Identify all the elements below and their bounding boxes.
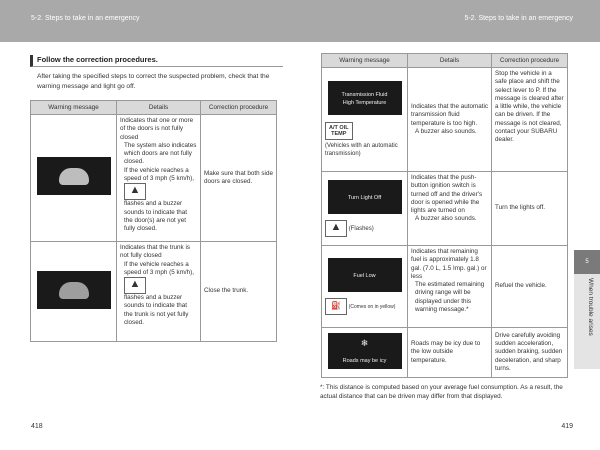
col-header-details: Details: [408, 54, 492, 68]
indicator-note: (Vehicles with an automatic transmission): [325, 143, 398, 158]
turn-light-off-display: [328, 180, 402, 214]
details-text: The system also indicates which doors are not fully closed.: [124, 141, 197, 166]
left-running-title: 5-2. Steps to take in an emergency: [31, 15, 140, 22]
chapter-tab-text: When trouble arises: [587, 278, 594, 336]
master-warning-icon: ▲: [124, 277, 146, 294]
atoil-temp-indicator: [325, 122, 353, 140]
indicator-note: (Flashes): [348, 226, 374, 233]
details-cell: Roads may be icy due to the low outside temperature.: [408, 328, 492, 378]
warning-image-cell: [322, 246, 408, 328]
table-row: [31, 115, 277, 242]
warning-image-cell: [322, 328, 408, 378]
details-text: A buzzer also sounds.: [415, 127, 477, 135]
col-header-correction: Correction procedure: [201, 101, 277, 115]
transmission-temp-display: [328, 81, 402, 115]
screen-text: Roads may be icy: [342, 357, 387, 364]
door-open-display: [37, 157, 111, 195]
details-cell: [117, 242, 201, 342]
table-header-row: [31, 101, 277, 115]
section-heading: Follow the correction procedures.: [30, 55, 283, 67]
page-number-right: 419: [561, 423, 573, 430]
indicator-text: A/T OIL: [329, 125, 349, 132]
details-text: If the vehicle reaches a speed of 3 mph (5 km/h),: [124, 166, 194, 183]
details-text: Indicates that the push-button ignition switch is turned off and the driver's door is opened while the lights are turned on: [411, 174, 483, 215]
warning-image-cell: [322, 68, 408, 172]
indicator-text: TEMP: [331, 131, 347, 138]
table-header-row: [322, 54, 568, 68]
details-text: Indicates that one or more of the doors is not fully closed: [120, 117, 194, 141]
page-header: [0, 0, 600, 42]
details-text: flashes and a buzzer sounds to indicate that the door(s) are not yet fully closed.: [124, 200, 188, 233]
details-text: Indicates that remaining fuel is approximately 1.8 gal. (7.0 L, 1.5 Imp. gal.) or less: [411, 248, 487, 280]
master-warning-icon: ▲: [124, 183, 146, 200]
snowflake-road-icon: ❄: [360, 337, 369, 348]
details-text: The estimated remaining driving range will be displayed under this warning message.*: [415, 281, 485, 314]
screen-text: High Temperature: [342, 99, 387, 106]
details-text: Indicates that the trunk is not fully closed: [120, 244, 191, 260]
correction-cell: Stop the vehicle in a safe place and shift the select lever to P. If the message is cleared after a little while, the vehicle can be driven. If the message is not cleared, contact your SUBARU dealer.: [492, 68, 568, 172]
right-warning-table: [321, 53, 568, 378]
correction-cell: Drive carefully avoiding sudden acceleration, sudden braking, sudden deceleration, and sharp turns.: [492, 328, 568, 378]
table-row: [322, 246, 568, 328]
warning-image-cell: [31, 242, 117, 342]
details-cell: [117, 115, 201, 242]
page-number-left: 418: [31, 423, 43, 430]
table-row: [322, 328, 568, 378]
screen-text: Transmission Fluid: [341, 91, 388, 98]
col-header-details: Details: [117, 101, 201, 115]
master-warning-icon: ▲: [325, 220, 347, 237]
table-row: [31, 242, 277, 342]
chapter-tab-label[interactable]: [574, 274, 600, 369]
warning-image-cell: [322, 172, 408, 246]
col-header-warning: Warning message: [322, 54, 408, 68]
icy-roads-display: [328, 333, 402, 369]
details-text: If the vehicle reaches a speed of 3 mph (5 km/h),: [124, 260, 194, 276]
intro-paragraph: After taking the specified steps to correct the suspected problem, check that the warning message and light go off.: [37, 73, 270, 90]
car-top-icon: [59, 168, 89, 185]
screen-text: Fuel Low: [353, 272, 376, 279]
details-cell: [408, 172, 492, 246]
correction-cell: Refuel the vehicle.: [492, 246, 568, 328]
trunk-open-display: [37, 271, 111, 309]
fuel-pump-icon: ⛽: [325, 298, 347, 315]
table-row: [322, 172, 568, 246]
col-header-correction: Correction procedure: [492, 54, 568, 68]
warning-image-cell: [31, 115, 117, 242]
col-header-warning: Warning message: [31, 101, 117, 115]
correction-cell: Close the trunk.: [201, 242, 277, 342]
details-text: A buzzer also sounds.: [415, 215, 477, 223]
details-text: Indicates that the automatic transmission fluid temperature is too high.: [411, 102, 489, 127]
left-warning-table: [30, 100, 277, 342]
fuel-low-display: [328, 258, 402, 292]
table-row: [322, 68, 568, 172]
car-trunk-icon: [59, 282, 89, 299]
details-cell: [408, 68, 492, 172]
details-cell: [408, 246, 492, 328]
right-running-title: 5-2. Steps to take in an emergency: [464, 15, 573, 22]
correction-cell: Turn the lights off.: [492, 172, 568, 246]
details-text: flashes and a buzzer sounds to indicate that the trunk is not yet fully closed.: [124, 294, 189, 327]
screen-text: Turn Light Off: [347, 194, 382, 201]
chapter-tab-number[interactable]: 5: [574, 250, 600, 274]
footnote: *: This distance is computed based on your average fuel consumption. As a result, the actual distance that can be driven may differ from that displayed.: [320, 384, 563, 400]
correction-cell: Make sure that both side doors are closed.: [201, 115, 277, 242]
indicator-note: (Comes on in yellow): [348, 304, 396, 311]
